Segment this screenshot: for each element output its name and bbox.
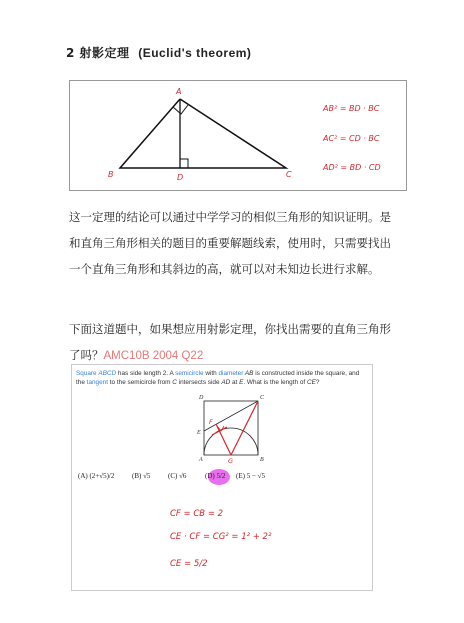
label-a: A bbox=[199, 457, 203, 463]
label-b: B bbox=[108, 170, 114, 179]
label-d: D bbox=[199, 395, 204, 401]
problem-line-1: Square ABCD has side length 2. A semicircle with diameter AB is constructed inside the square, and bbox=[76, 370, 360, 377]
label-d: D bbox=[177, 173, 184, 182]
problem-line-2: the tangent to the semicircle from C intersects side AD at E. What is the length of CE? bbox=[76, 379, 320, 386]
question-paragraph bbox=[69, 316, 399, 369]
solution-line-3: CE = 5/2 bbox=[170, 559, 208, 569]
amc-problem-image bbox=[71, 364, 373, 591]
segment-ef bbox=[212, 427, 227, 435]
semicircle bbox=[204, 428, 258, 455]
formula-3: AD² = BD · CD bbox=[323, 163, 381, 172]
label-g: G bbox=[228, 457, 234, 465]
solution-line-1: CF = CB = 2 bbox=[170, 509, 224, 519]
label-e: E bbox=[197, 430, 201, 436]
right-angle-mark-d bbox=[180, 159, 188, 168]
label-b: B bbox=[260, 457, 264, 463]
label-c: C bbox=[286, 170, 292, 179]
choice-d: (D) 5/2 bbox=[205, 472, 226, 480]
right-triangle-diagram bbox=[70, 81, 406, 190]
label-c: C bbox=[260, 395, 265, 401]
section-heading bbox=[66, 44, 251, 61]
triangle-abc bbox=[120, 99, 286, 168]
label-a: A bbox=[176, 87, 182, 96]
choice-b: (B) √5 bbox=[132, 472, 151, 480]
formula-2: AC² = CD · BC bbox=[323, 134, 380, 143]
question-text: 下面这道题中，如果想应用射影定理，你找出需要的直角三角形了吗？ bbox=[69, 322, 391, 362]
heading-english: (Euclid's theorem) bbox=[138, 46, 252, 60]
heading-title: 2 射影定理 bbox=[66, 46, 130, 60]
choice-a: (A) (2+√5)/2 bbox=[78, 472, 115, 480]
choice-e: (E) 5 − √5 bbox=[236, 472, 265, 480]
euclid-theorem-figure bbox=[69, 80, 407, 191]
choice-c: (C) √6 bbox=[168, 472, 187, 480]
label-f: F bbox=[209, 418, 213, 426]
explanation-paragraph: 这一定理的结论可以通过中学学习的相似三角形的知识证明。是和直角三角形相关的题目的重要解题线索，使用时，只需要找出一个直角三角形和其斜边的高，就可以对未知边长进行求解。 bbox=[69, 210, 391, 276]
problem-reference[interactable]: AMC10B 2004 Q22 bbox=[103, 350, 204, 362]
solution-line-2: CE · CF = CG² = 1² + 2² bbox=[170, 532, 272, 542]
formula-1: AB² = BD · BC bbox=[323, 104, 380, 113]
